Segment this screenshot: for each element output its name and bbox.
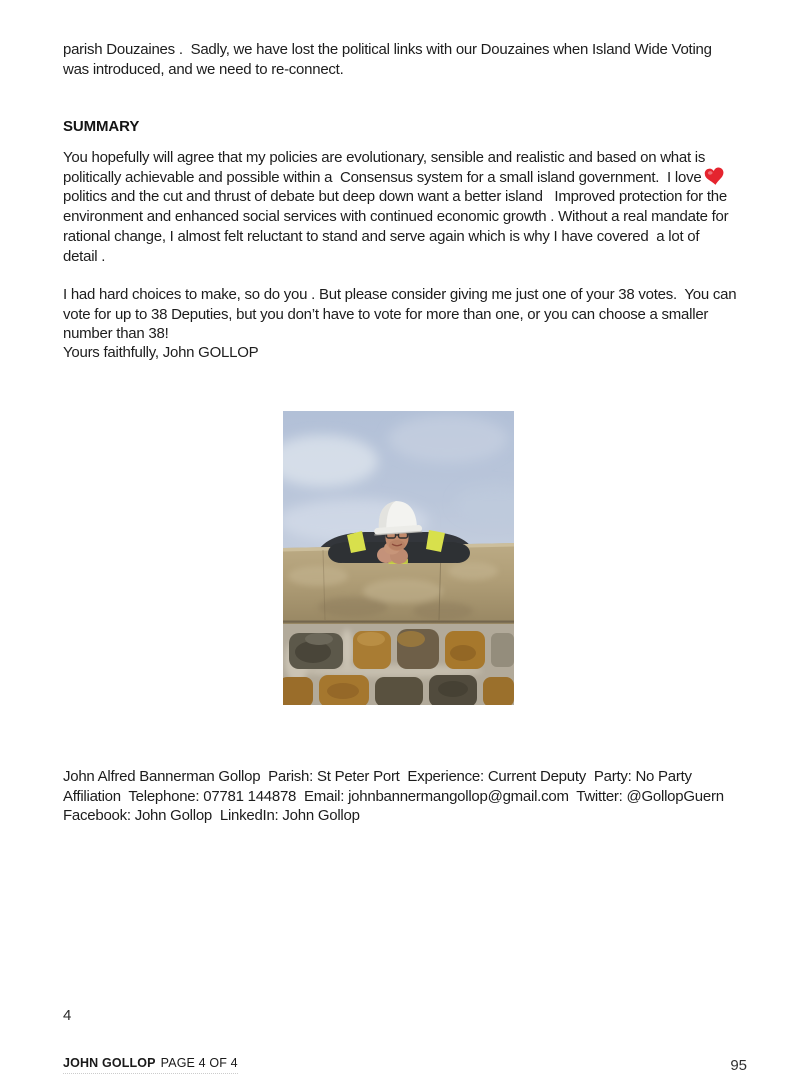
candidate-photo-illustration <box>283 411 514 705</box>
summary-paragraph <box>63 148 735 266</box>
red-heart-icon <box>704 167 725 186</box>
candidate-photo <box>283 411 514 705</box>
photo-stone-wall <box>283 624 514 705</box>
contact-details: John Alfred Bannerman Gollop Parish: St Peter Port Experience: Current Deputy Party: No Party Affiliation Telephone: 07781 144878 Email: johnbannermangollop@gmail.com Twitter: @GollopGuern Facebook: John Gollop LinkedIn: John Gollop <box>63 768 732 825</box>
page-footer <box>63 1056 747 1074</box>
summary-heading: SUMMARY <box>63 118 140 135</box>
content-page-number: 4 <box>63 1007 72 1024</box>
footer-page-label: PAGE 4 OF 4 <box>160 1056 238 1070</box>
pdf-page-number: 95 <box>730 1057 747 1074</box>
valediction-line: Yours faithfully, John GOLLOP <box>63 344 259 361</box>
summary-text-after-heart: politics and the cut and thrust of debate but deep down want a better island Improved protection for the environment and enhanced social services with continued economic growth . Without a real mandate for rational change, I almost felt reluctant to stand and serve again which is why I have covered a lot of detail . <box>63 188 733 265</box>
footer-candidate-pagination <box>63 1056 238 1074</box>
intro-paragraph: parish Douzaines . Sadly, we have lost the political links with our Douzaines when Island Wide Voting was introduced, and we need to re-connect. <box>63 41 716 78</box>
votes-paragraph: I had hard choices to make, so do you . But please consider giving me just one of your 38 votes. You can vote for up to 38 Deputies, but you don’t have to vote for more than one, or you can choose a smaller number than 38! <box>63 286 741 343</box>
footer-candidate-name: JOHN GOLLOP <box>63 1056 156 1070</box>
summary-text-before-heart: You hopefully will agree that my policies are evolutionary, sensible and realistic and based on what is politically achievable and possible within a Consensus system for a small island government. I love <box>63 149 710 186</box>
